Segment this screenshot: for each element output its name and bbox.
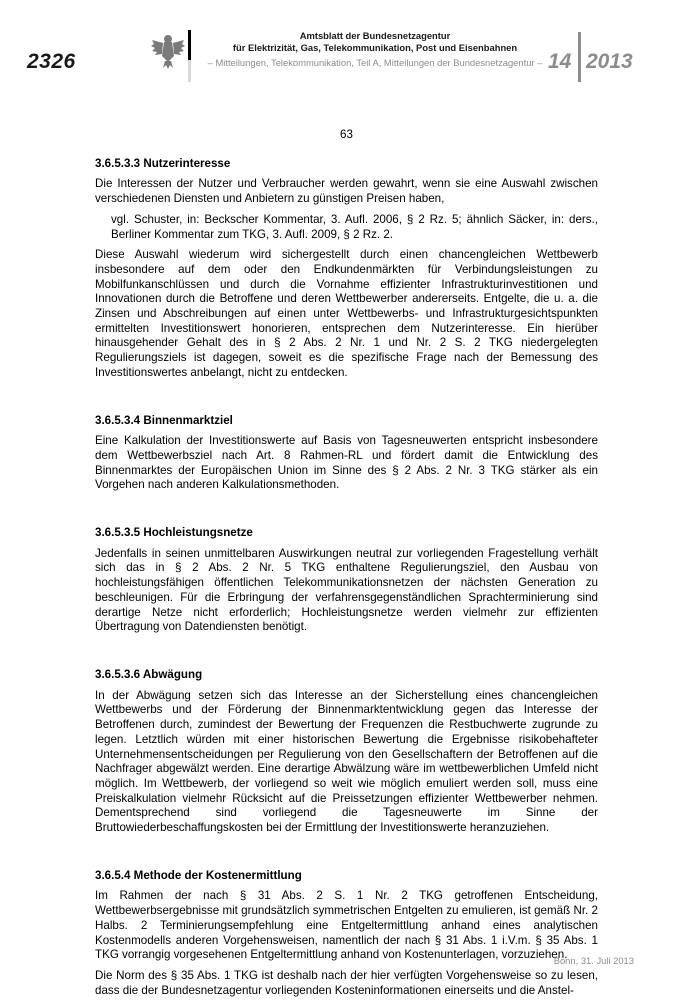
section-heading: 3.6.5.3.3 Nutzerinteresse [95,156,231,170]
paragraph: In der Abwägung setzen sich das Interesse an der Sicherstellung eines chancengleichen Wettbewerbs und der Förderung der Binnenmarktentwicklung gegen das Interesse der Betroffenen durch, zumindest der Bewertung der Frequenzen die Restbuchwerte zugrunde zu legen. Letztlich würden mit einer historischen Bewertung die Ergebnisse risikobehafteter Unternehmensentscheidungen per Regulierung von den Gesellschaftern der Betroffenen auf die Nachfrager abgewälzt werden. Eine derartige Abwälzung wäre im wettbewerblichen Umfeld nicht möglich. Im Wettbewerb, der vorliegend so weit wie möglich emuliert werden soll, muss eine Preiskalkulation vielmehr Rücksicht auf die Preissetzungen effizienter Wettbewerber nehmen. Dementsprechend sind vorliegend die Tagesneuwerte im Sinne der Bruttowiederbeschaffungskosten bei der Ermittlung der Investitionswerte heranzuziehen. [95,688,598,835]
paragraph: Diese Auswahl wiederum wird sichergestellt durch einen chancengleichen Wettbewerb insbesondere auf dem oder den Endkundenmärkten für Verbindungsleistungen zu Mobilfunkanschlüssen und durch die Vornahme effizienter Infrastrukturinvestitionen und Innovationen durch die Betroffene und deren Wettbewerber andererseits. Entgelte, die u. a. die Zinsen und Abschreibungen auf einen unter Wettbewerbs- und Infrastrukturgesichtspunkten ermittelten Investitionswert honorieren, entsprechen dem Nutzerinteresse. Ein hierüber hinausgehender Gehalt des in § 2 Abs. 2 Nr. 1 und Nr. 2 S. 2 TKG niedergelegten Regulierungsziels ist dagegen, soweit es die spezifische Frage nach der Bemessung des Investitionswertes anbelangt, nicht zu entdecken. [95,248,598,379]
paragraph: Die Norm des § 35 Abs. 1 TKG ist deshalb nach der hier verfügten Vorgehensweise so zu lesen, dass die der Bundesnetzagentur vorliegenden Kosteninformationen einerseits und die Anstel- [95,968,598,997]
header-divider-light [188,60,191,82]
document-page-label: 63 [340,128,353,141]
section-heading: 3.6.5.3.5 Hochleistungsnetze [95,526,253,540]
paragraph: Die Interessen der Nutzer und Verbraucher werden gewahrt, wenn sie eine Auswahl zwischen verschiedenen Diensten und Anbietern zu günstigen Preisen haben, [95,177,598,206]
issue-number: 14 [548,50,572,73]
section-abwaegung [95,668,598,836]
publication-subtitle: – Mitteilungen, Telekommunikation, Teil A, Mitteilungen der Bundesnetzagentur – [207,57,543,68]
paragraph: Im Rahmen der nach § 31 Abs. 2 S. 1 Nr. 2 TKG getroffenen Entscheidung, Wettbewerbsergebnisse mit grundsätzlich symmetrischen Entgelten zu emulieren, ist gemäß Nr. 2 Halbs. 2 Terminierungsempfehlung eine Entgeltermittlung anhand eines analytischen Kostenmodells anderen Vorgehensweisen, namentlich der nach § 31 Abs. 1 i.V.m. § 35 Abs. 1 TKG vorrangig vorgesehenen Entgeltermittlung anhand von Kostenunterlagen, vorzuziehen. [95,889,598,962]
publication-title [230,30,520,54]
footer-date: Bonn, 31. Juli 2013 [553,955,634,966]
section-heading: 3.6.5.3.4 Binnenmarktziel [95,413,233,427]
document-body [95,128,598,1004]
page-number: 2326 [27,50,76,73]
publication-title-line2: für Elektrizität, Gas, Telekommunikation, Post und Eisenbahnen [232,42,518,53]
publication-title-line1: Amtsblatt der Bundesnetzagentur [299,30,451,41]
paragraph: Jedenfalls in seinen unmittelbaren Auswirkungen neutral zur vorliegenden Fragestellung verhält sich das in § 2 Abs. 2 Nr. 5 TKG enthaltene Regulierungsziel, den Ausbau von hochleistungsfähigen öffentlichen Telekommunikationsnetzen der nächsten Generation zu beschleunigen. Für die Erbringung der verfahrensgegenständlichen Sprachterminierung sind derartige Netze nicht erforderlich; Hochleistungsnetze werden vielmehr zur effizienten Übertragung von Datendiensten benötigt. [95,546,598,634]
section-heading: 3.6.5.3.6 Abwägung [95,667,203,681]
issue-year: 2013 [586,50,633,73]
section-binnenmarktziel [95,414,598,494]
issue-divider [578,32,581,82]
citation-paragraph: vgl. Schuster, in: Beckscher Kommentar, 3. Aufl. 2006, § 2 Rz. 5; ähnlich Säcker, in: ders., Berliner Kommentar zum TKG, 3. Aufl. 2009, § 2 Rz. 2. [111,212,598,241]
section-hochleistungsnetze [95,526,598,635]
section-heading: 3.6.5.4 Methode der Kostenermittlung [95,868,302,882]
paragraph: Eine Kalkulation der Investitionswerte auf Basis von Tagesneuwerten entspricht insbesondere dem Wettbewerbsziel nach Art. 8 Rahmen-RL und fördert damit die Entwicklung des Binnenmarktes der Europäischen Union im Sinne des § 2 Abs. 2 Nr. 3 TKG stärker als ein Vorgehen nach anderen Kalkulationsmethoden. [95,434,598,492]
section-kostenermittlung [95,869,598,999]
section-nutzerinteresse [95,157,598,381]
page-header [0,0,700,100]
federal-eagle-icon [150,32,186,70]
